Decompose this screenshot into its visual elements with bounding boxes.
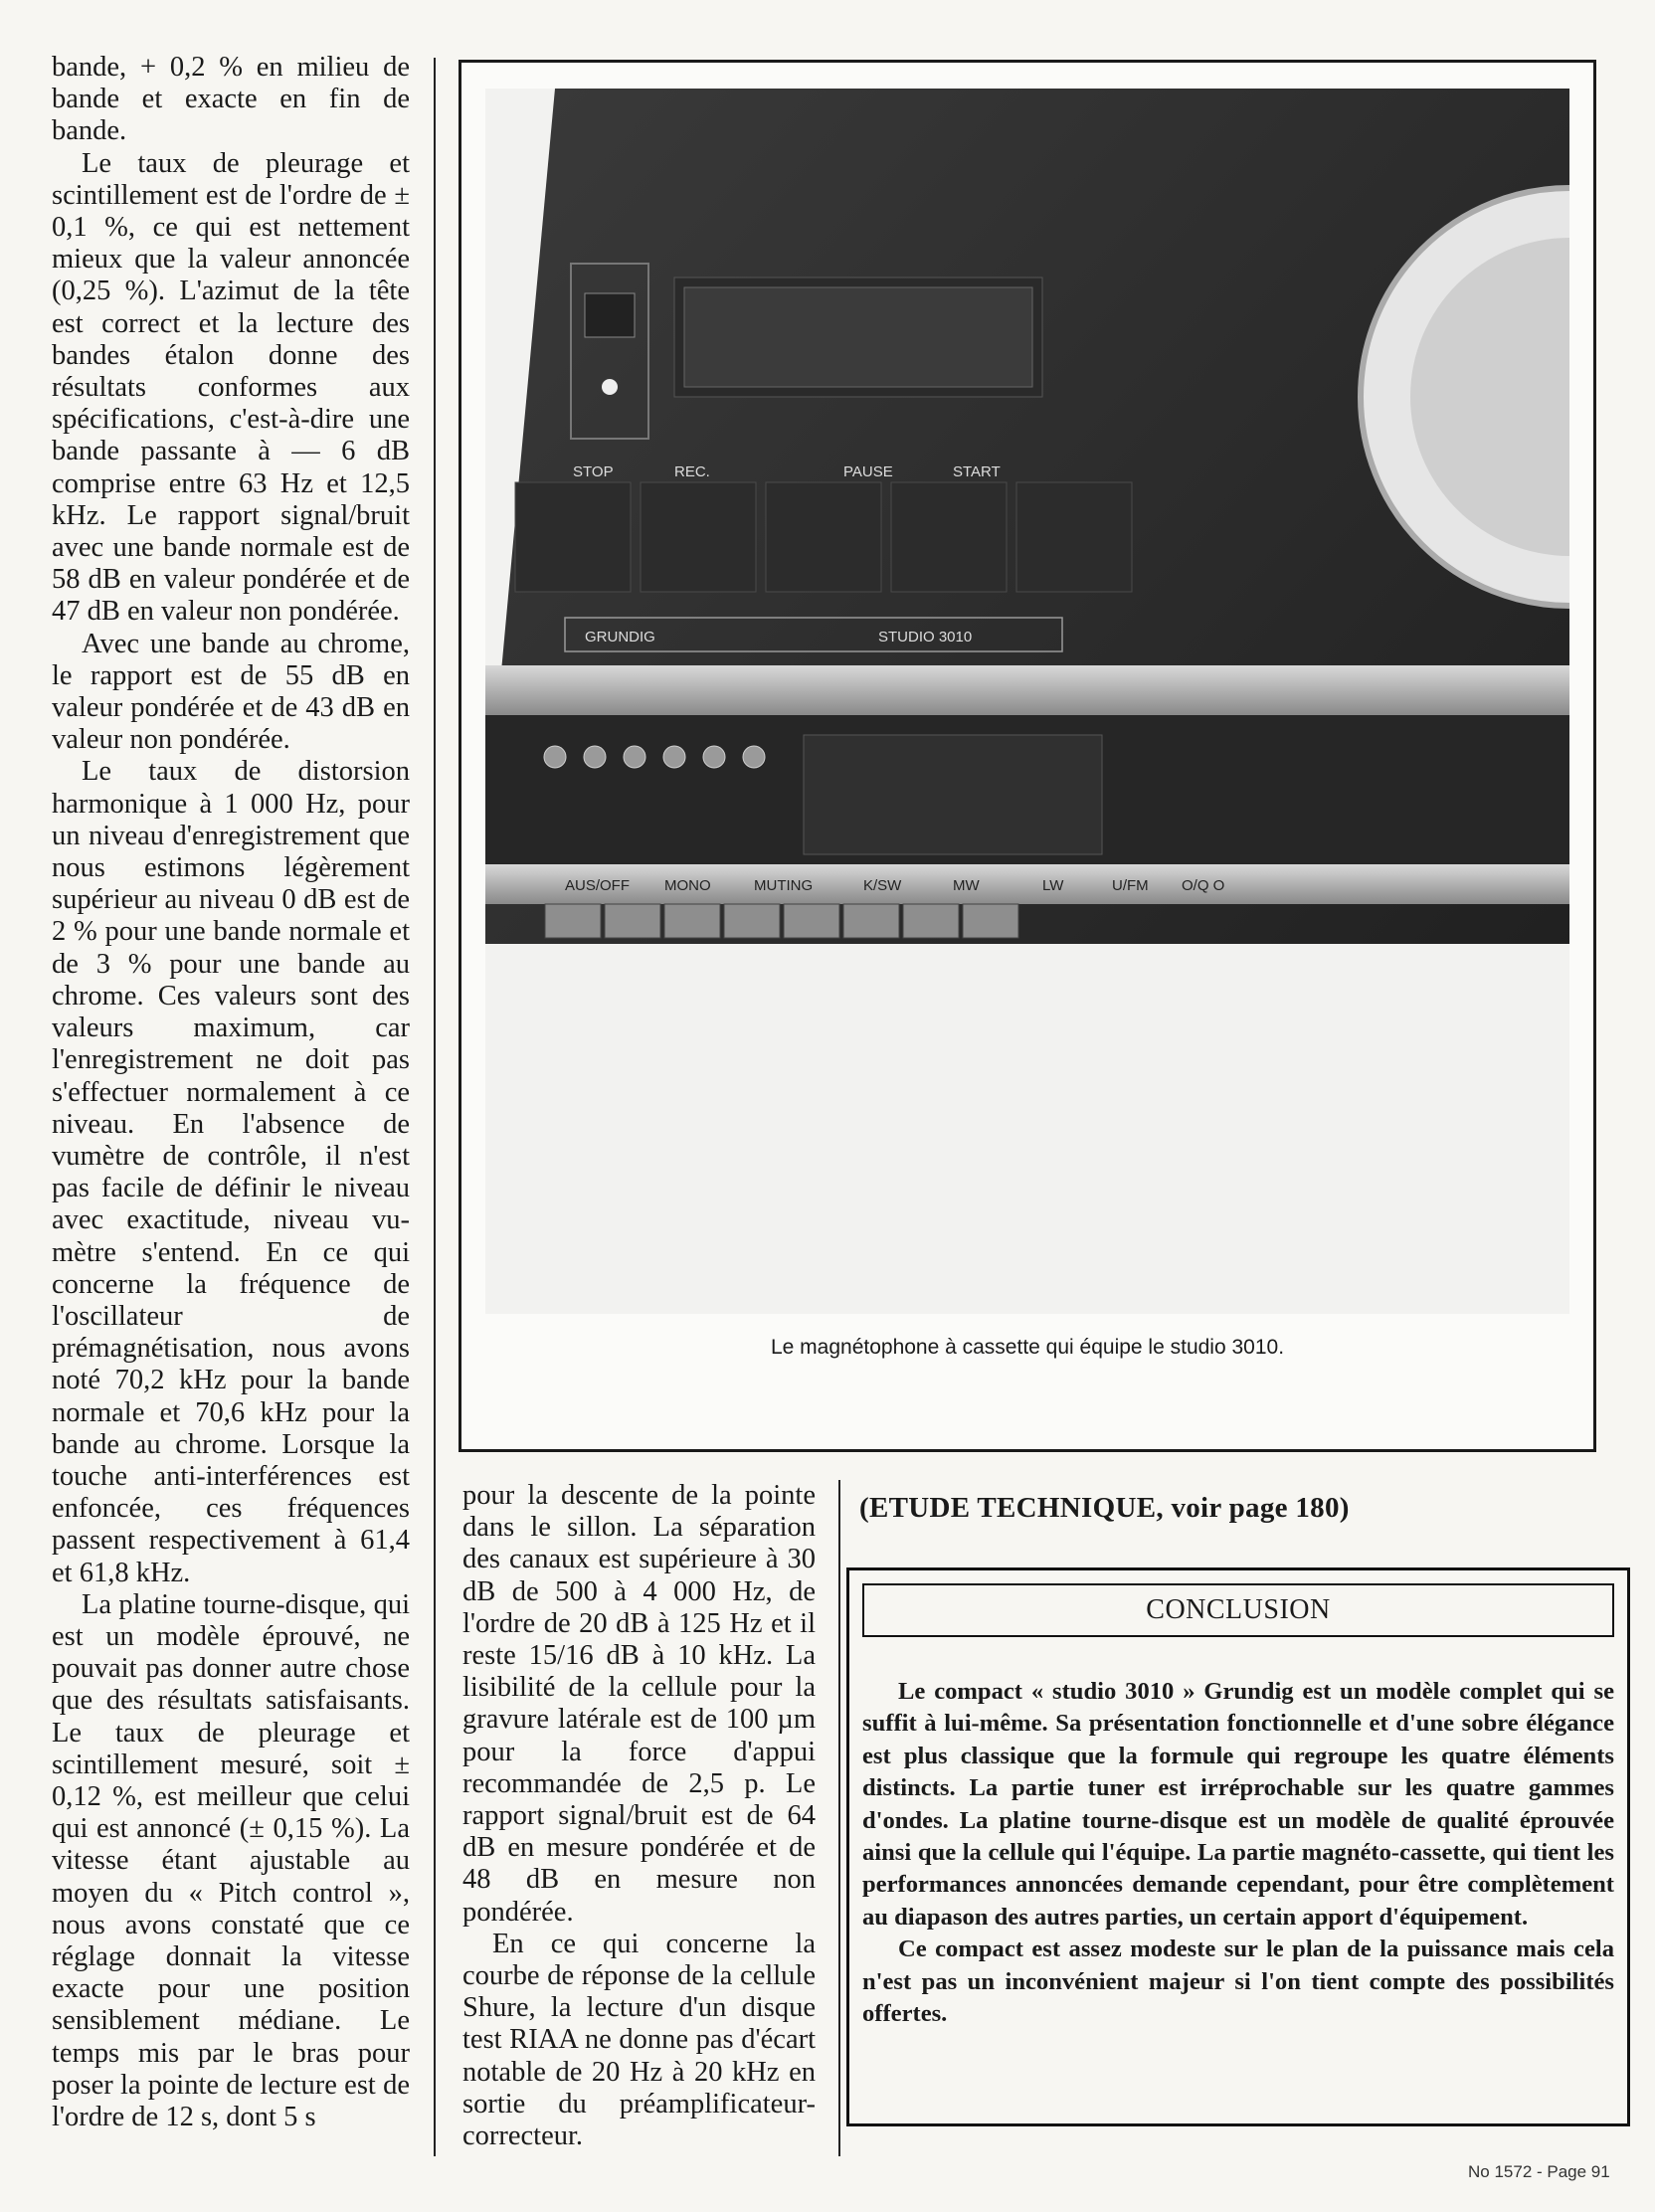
page-footer: No 1572 - Page 91 <box>1468 2162 1610 2181</box>
brand-label: GRUNDIG <box>585 629 655 645</box>
conclusion-body <box>862 1676 1614 2030</box>
transport-label: START <box>953 463 1001 480</box>
etude-technique-reference: (ETUDE TECHNIQUE, voir page 180) <box>859 1492 1350 1524</box>
article-column-middle <box>462 1480 816 2152</box>
button-label: U/FM <box>1112 877 1149 894</box>
conclusion-paragraph: Le compact « studio 3010 » Grundig est un modèle complet qui se suffit à lui-même. Sa présentation fonctionnelle et d'une sobre élégance est plus classique que la formule qui regroupe les quatre éléments distincts. La partie tuner est irréprochable sur les quatre gammes d'ondes. La platine tourne-disque est un modèle de qualité éprouvée ainsi que la cellule qui l'équipe. La partie magnéto-cassette, qui tient les performances annoncées demande cependant, pour être complètement au diapason des autres parties, un certain apport d'équipement. <box>862 1678 1614 1931</box>
photo-caption: Le magnétophone à cassette qui équipe le studio 3010. <box>770 1336 1285 1359</box>
transport-label: REC. <box>674 463 710 480</box>
button-label: K/SW <box>863 877 902 894</box>
button-label: MUTING <box>754 877 814 894</box>
model-label: STUDIO 3010 <box>878 629 973 645</box>
conclusion-title: CONCLUSION <box>862 1583 1614 1637</box>
cassette-deck-photo <box>485 89 1569 1314</box>
button-label: O/Q O <box>1182 877 1225 894</box>
paragraph: Le taux de distorsion harmonique à 1 000 Hz, pour un niveau d'enregistrement que nous estimons légèrement supérieur au niveau 0 dB est de 2 % pour une bande normale et de 3 % pour une bande au chrome. Ces valeurs sont des valeurs maximum, car l'enregistrement ne doit pas s'effectuer normalement à ce niveau. En l'absence de vumètre de contrôle, il n'est pas facile de définir le niveau avec exactitude, niveau vu-mètre s'entend. En ce qui concerne la fréquence de l'oscillateur de prémagnétisation, nous avons noté 70,2 kHz pour la bande normale et 70,6 kHz pour la bande au chrome. Lorsque la touche anti-interférences est enfoncée, ces fréquences passent respectivement à 61,4 et 61,8 kHz. <box>52 756 410 1588</box>
column-divider <box>434 58 436 2156</box>
paragraph: bande, + 0,2 % en milieu de bande et exacte en fin de bande. <box>52 52 410 147</box>
button-label: MW <box>953 877 980 894</box>
transport-label: STOP <box>573 463 614 480</box>
paragraph: Avec une bande au chrome, le rapport est de 55 dB en valeur pondérée et de 43 dB en valeur non pondérée. <box>52 628 410 756</box>
paragraph: Le taux de pleurage et scintillement est de l'ordre de ± 0,1 %, ce qui est nettement mieux que la valeur annoncée (0,25 %). L'azimut de la tête est correct et la lecture des bandes étalon donne des résultats conformes aux spécifications, c'est-à-dire une bande passante à — 6 dB comprise entre 63 Hz et 12,5 kHz. Le rapport signal/bruit avec une bande normale est de 58 dB en valeur pondérée et de 47 dB en valeur non pondérée. <box>52 147 410 628</box>
column-divider <box>838 1480 840 2156</box>
paragraph: pour la descente de la pointe dans le sillon. La séparation des canaux est supérieure à 30 dB de 500 à 4 000 Hz, de l'ordre de 20 dB à 125 Hz et il reste 15/16 dB à 10 kHz. La lisibilité de la cellule pour la gravure latérale est de 100 µm pour la force d'appui recommandée de 2,5 p. Le rapport signal/bruit est de 64 dB en mesure pondérée et de 48 dB en mesure non pondérée. <box>462 1480 816 1928</box>
transport-label: PAUSE <box>843 463 893 480</box>
photo-figure <box>459 60 1596 1452</box>
conclusion-paragraph: Ce compact est assez modeste sur le plan de la puissance mais cela n'est pas un inconvénient majeur si l'on tient compte des possibilités offertes. <box>862 1936 1614 2028</box>
paragraph: En ce qui concerne la courbe de réponse de la cellule Shure, la lecture d'un disque test RIAA ne donne pas d'écart notable de 20 Hz à 20 kHz en sortie du préamplificateur-correcteur. <box>462 1928 816 2152</box>
button-label: LW <box>1042 877 1064 894</box>
paragraph: La platine tourne-disque, qui est un modèle éprouvé, ne pouvait pas donner autre chose que des résultats satisfaisants. Le taux de pleurage et scintillement mesuré, soit ± 0,12 %, est meilleur que celui qui est annoncé (± 0,15 %). La vitesse étant ajustable au moyen du « Pitch control », nous avons constaté que ce réglage donnait la vitesse exacte pour une position sensiblement médiane. Le temps mis par le bras pour poser la pointe de lecture est de l'ordre de 12 s, dont 5 s <box>52 1588 410 2132</box>
article-column-left <box>52 52 410 2133</box>
stereo-illustration <box>485 89 1569 1314</box>
button-label: AUS/OFF <box>565 877 631 894</box>
button-label: MONO <box>664 877 711 894</box>
conclusion-box <box>846 1567 1630 2126</box>
